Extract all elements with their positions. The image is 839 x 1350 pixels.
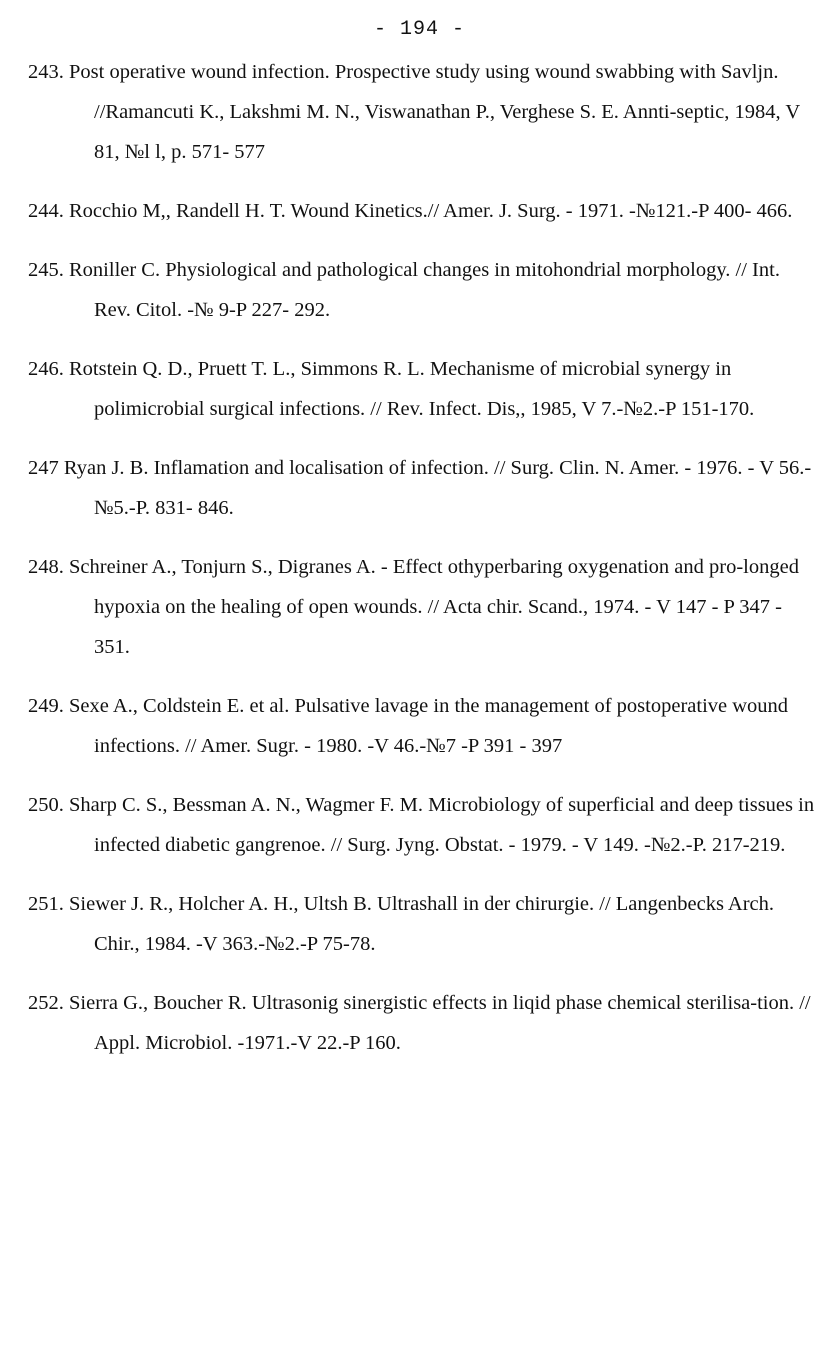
reference-list [28, 52, 818, 1082]
reference-text: Post operative wound infection. Prospective study using wound swabbing with Savljn. //Ramancuti K., Lakshmi M. N., Viswanathan P., Verghese S. E. Annti-septic, 1984, V 81, №l l, p. 571- 577 [69, 61, 800, 163]
reference-item [28, 52, 818, 172]
reference-item [28, 884, 818, 964]
reference-text: Rocchio M,, Randell H. T. Wound Kinetics.// Amer. J. Surg. - 1971. -№121.-P 400- 466. [69, 200, 793, 222]
reference-number: 246. [28, 358, 64, 380]
reference-text: Schreiner A., Tonjurn S., Digranes A. - Effect othyperbaring oxygenation and pro-longed hypoxia on the healing of open wounds. // Acta chir. Scand., 1974. - V 147 - P 347 - 351. [69, 556, 799, 658]
page-number: - 194 - [373, 18, 465, 41]
reference-number: 251. [28, 893, 64, 915]
reference-number: 243. [28, 61, 64, 83]
reference-item [28, 547, 818, 667]
reference-number: 250. [28, 794, 64, 816]
reference-item [28, 686, 818, 766]
reference-text: Sharp C. S., Bessman A. N., Wagmer F. M. Microbiology of superficial and deep tissues in infected diabetic gangrenoe. // Surg. Jyng. Obstat. - 1979. - V 149. -№2.-P. 217-219. [69, 794, 815, 856]
reference-number: 245. [28, 259, 64, 281]
reference-number: 244. [28, 200, 64, 222]
reference-item [28, 349, 818, 429]
reference-item [28, 191, 818, 231]
reference-text: Siewer J. R., Holcher A. H., Ultsh B. Ultrashall in der chirurgie. // Langenbecks Arch. Chir., 1984. -V 363.-№2.-P 75-78. [69, 893, 775, 955]
reference-text: Sierra G., Boucher R. Ultrasonig sinergistic effects in liqid phase chemical sterilisa-tion. // Appl. Microbiol. -1971.-V 22.-P 160. [69, 992, 811, 1054]
reference-number: 248. [28, 556, 64, 578]
reference-number: 252. [28, 992, 64, 1014]
reference-item [28, 983, 818, 1063]
reference-text: Roniller C. Physiological and pathological changes in mitohondrial morphology. // Int. Rev. Citol. -№ 9-P 227- 292. [69, 259, 780, 321]
reference-text: Ryan J. B. Inflamation and localisation of infection. // Surg. Clin. N. Amer. - 1976. - V 56.-№5.-P. 831- 846. [63, 457, 812, 519]
reference-number: 249. [28, 695, 64, 717]
reference-item [28, 448, 818, 528]
reference-text: Sexe A., Coldstein E. et al. Pulsative lavage in the management of postoperative wound infections. // Amer. Sugr. - 1980. -V 46.-№7 -P 391 - 397 [69, 695, 789, 757]
reference-text: Rotstein Q. D., Pruett T. L., Simmons R. L. Mechanisme of microbial synergy in polimicrobial surgical infections. // Rev. Infect. Dis,, 1985, V 7.-№2.-P 151-170. [69, 358, 755, 420]
reference-number: 247 [28, 457, 59, 479]
reference-item [28, 250, 818, 330]
reference-item [28, 785, 818, 865]
